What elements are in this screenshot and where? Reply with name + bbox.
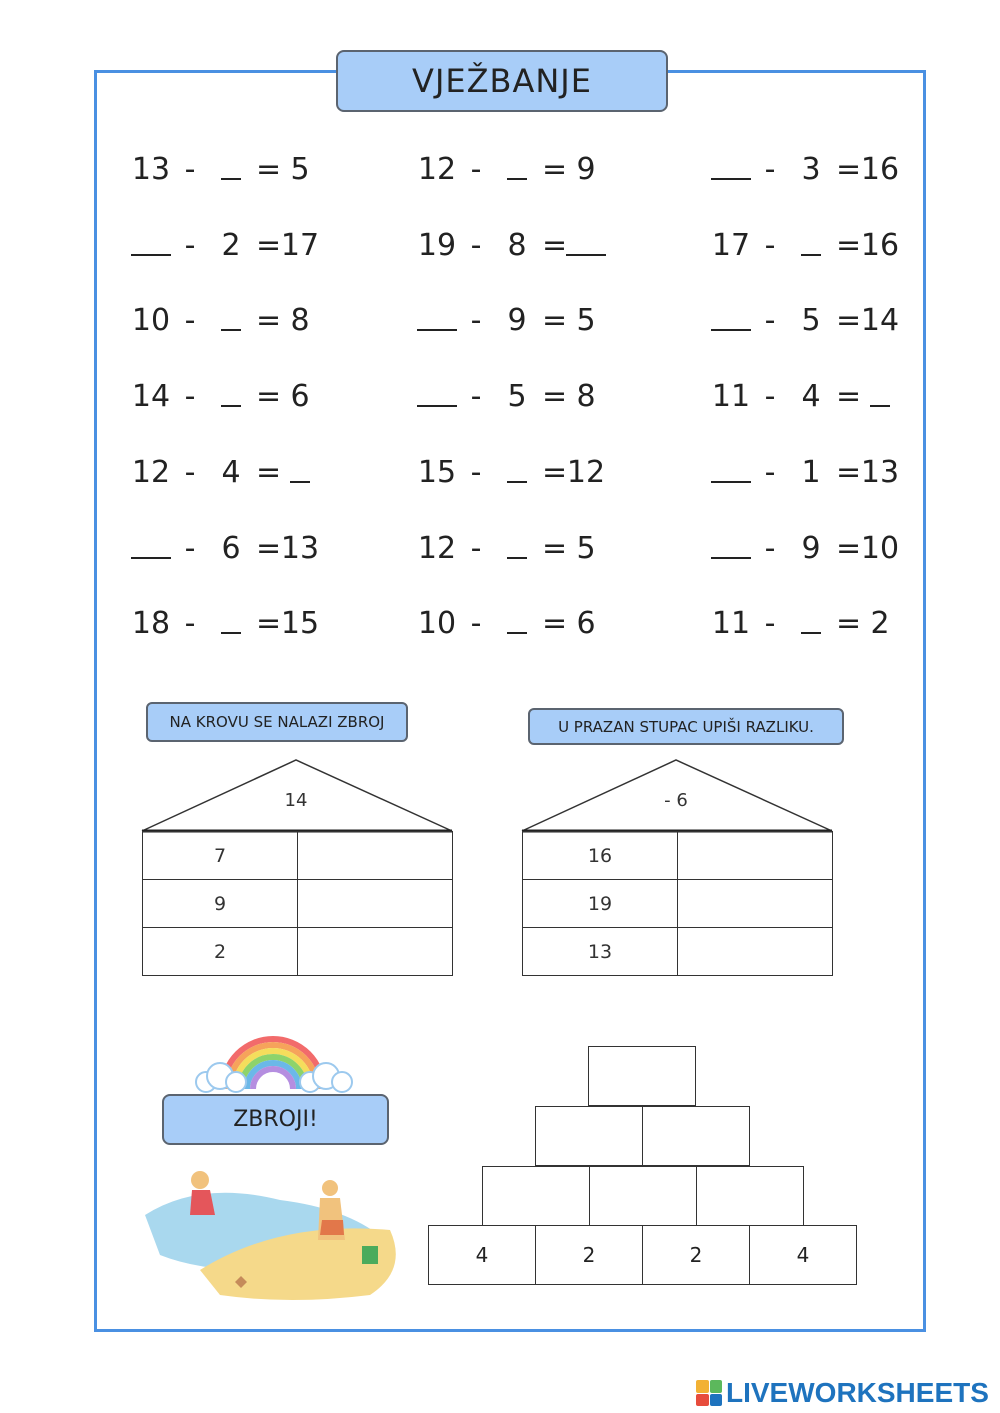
equation-number: 5 (507, 379, 527, 414)
equals-sign: = (256, 303, 282, 338)
house-left-table (142, 831, 453, 976)
equation-number: 14 (131, 379, 171, 414)
equation-number: 6 (290, 379, 310, 414)
pyramid-answer-cell[interactable] (535, 1106, 643, 1166)
house-right-value: 16 (523, 832, 678, 880)
equation-number: 15 (280, 606, 320, 641)
equals-sign: = (542, 152, 568, 187)
minus-sign: - (764, 228, 776, 263)
answer-blank[interactable] (417, 379, 457, 407)
subtraction-equation (414, 606, 608, 646)
equation-number: 16 (860, 228, 900, 263)
equation-number: 10 (131, 303, 171, 338)
subtraction-equation (128, 379, 322, 419)
equation-number: 17 (280, 228, 320, 263)
subtraction-equation (414, 303, 608, 343)
equation-number: 5 (576, 303, 596, 338)
equation-number: 15 (417, 455, 457, 490)
minus-sign: - (470, 152, 482, 187)
house-right-answer-cell[interactable] (678, 832, 833, 880)
equation-number: 12 (131, 455, 171, 490)
minus-sign: - (184, 228, 196, 263)
subtraction-equation (128, 455, 322, 495)
pyramid-answer-cell[interactable] (589, 1166, 697, 1226)
equation-number: 13 (131, 152, 171, 187)
house-left-value: 2 (143, 928, 298, 976)
rainbow-icon (188, 1024, 358, 1094)
pyramid-base-cell: 2 (642, 1225, 750, 1285)
subtraction-equation (708, 531, 902, 571)
equals-sign: = (836, 303, 862, 338)
subtraction-equation (414, 455, 608, 495)
house-left-label: NA KROVU SE NALAZI ZBROJ (146, 702, 408, 742)
answer-blank[interactable] (131, 228, 171, 256)
equation-number: 5 (576, 531, 596, 566)
equation-number: 6 (576, 606, 596, 641)
equation-number: 9 (801, 531, 821, 566)
answer-blank[interactable] (566, 228, 606, 256)
house-right-answer-cell[interactable] (678, 928, 833, 976)
equation-number: 14 (860, 303, 900, 338)
minus-sign: - (764, 531, 776, 566)
equals-sign: = (836, 531, 862, 566)
subtraction-equation (128, 606, 322, 646)
equals-sign: = (836, 455, 862, 490)
minus-sign: - (470, 303, 482, 338)
equation-number: 1 (801, 455, 821, 490)
subtraction-equation (708, 455, 902, 495)
equals-sign: = (542, 531, 568, 566)
house-right-value: 19 (523, 880, 678, 928)
minus-sign: - (470, 531, 482, 566)
equals-sign: = (542, 303, 568, 338)
answer-blank[interactable] (507, 531, 527, 559)
house-right-label: U PRAZAN STUPAC UPIŠI RAZLIKU. (528, 708, 844, 745)
equals-sign: = (836, 606, 862, 641)
subtraction-equation (708, 379, 902, 419)
minus-sign: - (184, 303, 196, 338)
answer-blank[interactable] (711, 303, 751, 331)
house-left-value: 7 (143, 832, 298, 880)
equals-sign: = (256, 228, 282, 263)
house-right-answer-cell[interactable] (678, 880, 833, 928)
equation-number: 13 (860, 455, 900, 490)
equals-sign: = (256, 152, 282, 187)
answer-blank[interactable] (801, 228, 821, 256)
answer-blank[interactable] (131, 531, 171, 559)
equation-number: 5 (801, 303, 821, 338)
subtraction-equation (708, 152, 902, 192)
equation-number: 16 (860, 152, 900, 187)
equation-number: 2 (221, 228, 241, 263)
house-left-roof (140, 758, 454, 834)
equals-sign: = (836, 379, 862, 414)
equation-number: 9 (576, 152, 596, 187)
pyramid-answer-cell[interactable] (482, 1166, 590, 1226)
minus-sign: - (764, 379, 776, 414)
minus-sign: - (764, 455, 776, 490)
minus-sign: - (470, 228, 482, 263)
equation-number: 4 (801, 379, 821, 414)
minus-sign: - (184, 379, 196, 414)
subtraction-equation (128, 152, 322, 192)
equation-number: 18 (131, 606, 171, 641)
minus-sign: - (764, 606, 776, 641)
answer-blank[interactable] (507, 606, 527, 634)
house-right-table (522, 831, 833, 976)
answer-blank[interactable] (870, 379, 890, 407)
equation-number: 10 (417, 606, 457, 641)
equation-number: 12 (417, 152, 457, 187)
equation-number: 13 (280, 531, 320, 566)
equation-number: 8 (507, 228, 527, 263)
pyramid-label: ZBROJI! (162, 1094, 389, 1145)
answer-blank[interactable] (507, 152, 527, 180)
equals-sign: = (542, 228, 568, 263)
house-right-roof (520, 758, 834, 834)
equation-number: 11 (711, 379, 751, 414)
brand-logo (696, 1376, 989, 1410)
equals-sign: = (836, 152, 862, 187)
minus-sign: - (184, 606, 196, 641)
answer-blank[interactable] (221, 379, 241, 407)
answer-blank[interactable] (711, 152, 751, 180)
house-right-roof-value: - 6 (664, 790, 688, 811)
house-right-value: 13 (523, 928, 678, 976)
equation-number: 8 (290, 303, 310, 338)
equals-sign: = (542, 379, 568, 414)
answer-blank[interactable] (221, 303, 241, 331)
subtraction-equation (414, 152, 608, 192)
house-left-answer-cell[interactable] (298, 880, 453, 928)
house-left-answer-cell[interactable] (298, 832, 453, 880)
subtraction-equation (708, 228, 902, 268)
subtraction-equation (708, 606, 902, 646)
subtraction-equation (128, 303, 322, 343)
minus-sign: - (470, 379, 482, 414)
subtraction-equation (128, 228, 322, 268)
equals-sign: = (542, 606, 568, 641)
minus-sign: - (764, 303, 776, 338)
minus-sign: - (470, 455, 482, 490)
page-title: VJEŽBANJE (336, 50, 668, 112)
liveworksheets-logo-icon (696, 1380, 722, 1406)
equation-number: 6 (221, 531, 241, 566)
pyramid-base-cell: 4 (428, 1225, 536, 1285)
equals-sign: = (256, 455, 282, 490)
house-left-roof-value: 14 (284, 790, 308, 811)
pyramid-answer-cell[interactable] (588, 1046, 696, 1106)
equation-number: 10 (860, 531, 900, 566)
subtraction-equation (708, 303, 902, 343)
beach-children-illustration (140, 1160, 410, 1305)
answer-blank[interactable] (711, 455, 751, 483)
equation-number: 3 (801, 152, 821, 187)
equals-sign: = (836, 228, 862, 263)
answer-blank[interactable] (417, 303, 457, 331)
minus-sign: - (184, 531, 196, 566)
equals-sign: = (256, 531, 282, 566)
subtraction-equation (414, 228, 608, 268)
brand-name: LIVEWORKSHEETS (726, 1377, 989, 1408)
equation-number: 9 (507, 303, 527, 338)
equation-number: 19 (417, 228, 457, 263)
equation-number: 12 (566, 455, 606, 490)
answer-blank[interactable] (221, 152, 241, 180)
answer-blank[interactable] (801, 606, 821, 634)
subtraction-equation (128, 531, 322, 571)
equals-sign: = (256, 379, 282, 414)
pyramid-answer-cell[interactable] (696, 1166, 804, 1226)
equals-sign: = (542, 455, 568, 490)
house-left-answer-cell[interactable] (298, 928, 453, 976)
answer-blank[interactable] (221, 606, 241, 634)
equation-number: 8 (576, 379, 596, 414)
pyramid-base-cell: 2 (535, 1225, 643, 1285)
equals-sign: = (256, 606, 282, 641)
minus-sign: - (184, 455, 196, 490)
equation-number: 4 (221, 455, 241, 490)
equation-number: 12 (417, 531, 457, 566)
pyramid-answer-cell[interactable] (642, 1106, 750, 1166)
subtraction-equation (414, 531, 608, 571)
minus-sign: - (184, 152, 196, 187)
answer-blank[interactable] (507, 455, 527, 483)
minus-sign: - (470, 606, 482, 641)
minus-sign: - (764, 152, 776, 187)
equation-number: 11 (711, 606, 751, 641)
answer-blank[interactable] (711, 531, 751, 559)
equation-number: 5 (290, 152, 310, 187)
equation-number: 17 (711, 228, 751, 263)
answer-blank[interactable] (290, 455, 310, 483)
equation-number: 2 (870, 606, 890, 641)
house-left-value: 9 (143, 880, 298, 928)
subtraction-equation (414, 379, 608, 419)
pyramid-base-cell: 4 (749, 1225, 857, 1285)
